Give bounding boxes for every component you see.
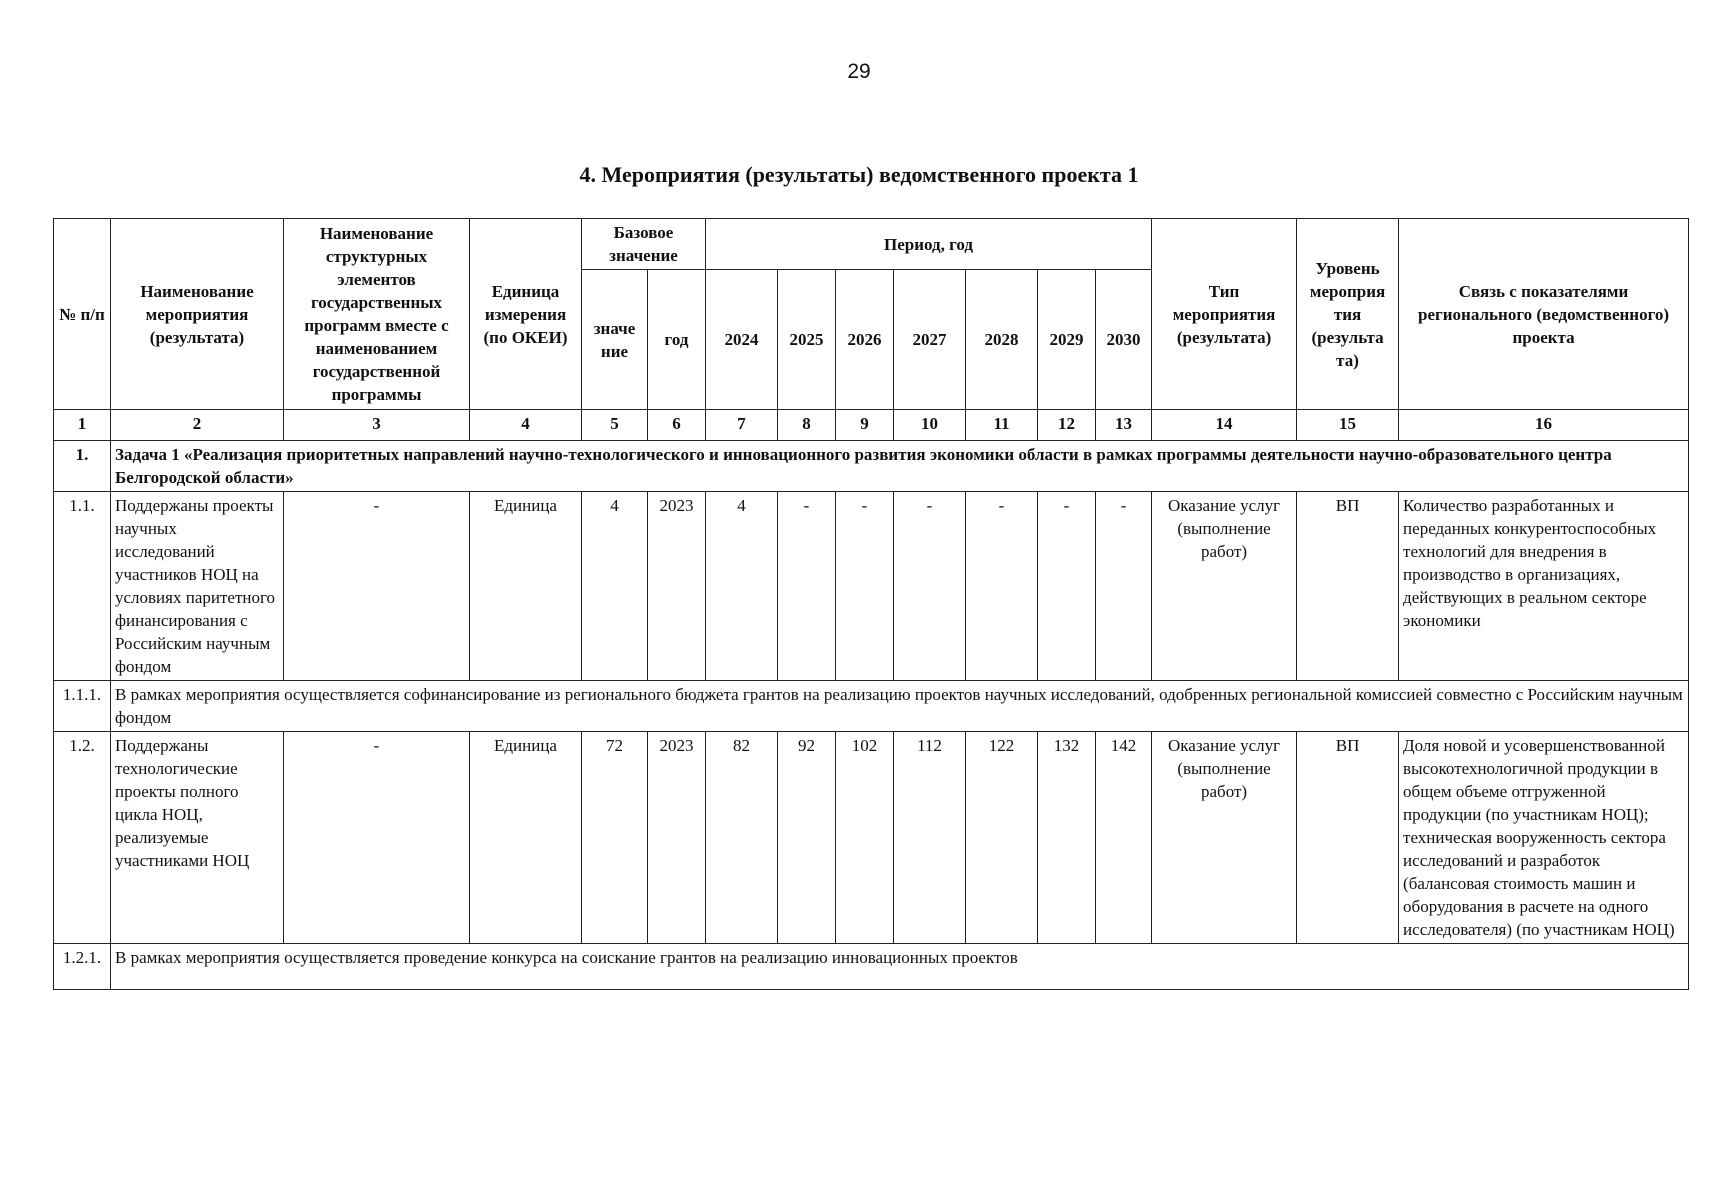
header-year-2028: 2028 bbox=[966, 270, 1038, 410]
column-number: 12 bbox=[1038, 410, 1096, 441]
column-number: 2 bbox=[111, 410, 284, 441]
indicator-link: Количество разработанных и переданных конкурентоспособных технологий для внедрения в производство в организациях, действующих в реальном секторе экономики bbox=[1399, 492, 1689, 681]
header-year-2025: 2025 bbox=[778, 270, 836, 410]
value-2030: 142 bbox=[1096, 732, 1152, 944]
column-number: 13 bbox=[1096, 410, 1152, 441]
header-type: Тип мероприятия (результата) bbox=[1152, 219, 1297, 410]
header-name: Наименование мероприятия (результата) bbox=[111, 219, 284, 410]
column-number: 11 bbox=[966, 410, 1038, 441]
value-2030: - bbox=[1096, 492, 1152, 681]
value-2025: - bbox=[778, 492, 836, 681]
row-number: 1.2. bbox=[54, 732, 111, 944]
column-number: 10 bbox=[894, 410, 966, 441]
table-row bbox=[54, 732, 1689, 944]
value-2027: - bbox=[894, 492, 966, 681]
note-number: 1.2.1. bbox=[54, 944, 111, 990]
header-num: № п/п bbox=[54, 219, 111, 410]
task-title: Задача 1 «Реализация приоритетных направлений научно-технологического и инновационного развития экономики области в рамках программы деятельности научно-образовательного центра Белгородской области» bbox=[111, 441, 1689, 492]
structural-element: - bbox=[284, 492, 470, 681]
header-base: Базовое значение bbox=[582, 219, 706, 270]
header-level: Уровень мероприя тия (результа та) bbox=[1297, 219, 1399, 410]
header-year-2029: 2029 bbox=[1038, 270, 1096, 410]
header-struct: Наименование структурных элементов государственных программ вместе с наименованием государственной программы bbox=[284, 219, 470, 410]
header-base-year: год bbox=[648, 270, 706, 410]
value-2026: 102 bbox=[836, 732, 894, 944]
activity-name: Поддержаны технологические проекты полного цикла НОЦ, реализуемые участниками НОЦ bbox=[111, 732, 284, 944]
header-base-value: значе ние bbox=[582, 270, 648, 410]
header-year-2027: 2027 bbox=[894, 270, 966, 410]
unit: Единица bbox=[470, 492, 582, 681]
activity-type: Оказание услуг (выполнение работ) bbox=[1152, 492, 1297, 681]
value-2029: - bbox=[1038, 492, 1096, 681]
activity-level: ВП bbox=[1297, 732, 1399, 944]
activity-type: Оказание услуг (выполнение работ) bbox=[1152, 732, 1297, 944]
header-row-1 bbox=[54, 219, 1689, 270]
value-2028: 122 bbox=[966, 732, 1038, 944]
column-number: 4 bbox=[470, 410, 582, 441]
unit: Единица bbox=[470, 732, 582, 944]
value-2026: - bbox=[836, 492, 894, 681]
value-2025: 92 bbox=[778, 732, 836, 944]
column-number: 14 bbox=[1152, 410, 1297, 441]
header-year-2030: 2030 bbox=[1096, 270, 1152, 410]
header-period: Период, год bbox=[706, 219, 1152, 270]
table-row bbox=[54, 492, 1689, 681]
value-2028: - bbox=[966, 492, 1038, 681]
header-year-2026: 2026 bbox=[836, 270, 894, 410]
header-link: Связь с показателями регионального (ведомственного) проекта bbox=[1399, 219, 1689, 410]
column-number: 15 bbox=[1297, 410, 1399, 441]
note-text: В рамках мероприятия осуществляется софинансирование из регионального бюджета грантов на реализацию проектов научных исследований, одобренных региональной комиссией совместно с Российским научным фондом bbox=[111, 681, 1689, 732]
activities-table bbox=[53, 218, 1689, 990]
column-number: 3 bbox=[284, 410, 470, 441]
indicator-link: Доля новой и усовершенствованной высокотехнологичной продукции в общем объеме отгруженной продукции (по участникам НОЦ); техническая вооруженность сектора исследований и разработок (балансовая стоимость машин и оборудования в расчете на одного исследователя) (по участникам НОЦ) bbox=[1399, 732, 1689, 944]
column-numbers-row bbox=[54, 410, 1689, 441]
column-number: 6 bbox=[648, 410, 706, 441]
base-year: 2023 bbox=[648, 732, 706, 944]
value-2024: 4 bbox=[706, 492, 778, 681]
column-number: 8 bbox=[778, 410, 836, 441]
header-year-2024: 2024 bbox=[706, 270, 778, 410]
header-unit: Единица измерения (по ОКЕИ) bbox=[470, 219, 582, 410]
value-2027: 112 bbox=[894, 732, 966, 944]
base-year: 2023 bbox=[648, 492, 706, 681]
page-number: 29 bbox=[847, 60, 871, 83]
column-number: 1 bbox=[54, 410, 111, 441]
column-number: 9 bbox=[836, 410, 894, 441]
value-2029: 132 bbox=[1038, 732, 1096, 944]
activity-name: Поддержаны проекты научных исследований участников НОЦ на условиях паритетного финансирования с Российским научным фондом bbox=[111, 492, 284, 681]
column-number: 5 bbox=[582, 410, 648, 441]
note-row bbox=[54, 681, 1689, 732]
note-number: 1.1.1. bbox=[54, 681, 111, 732]
activity-level: ВП bbox=[1297, 492, 1399, 681]
column-number: 7 bbox=[706, 410, 778, 441]
base-value: 4 bbox=[582, 492, 648, 681]
row-number: 1.1. bbox=[54, 492, 111, 681]
base-value: 72 bbox=[582, 732, 648, 944]
page-title: 4. Мероприятия (результаты) ведомственного проекта 1 bbox=[579, 162, 1139, 187]
note-row bbox=[54, 944, 1689, 990]
value-2024: 82 bbox=[706, 732, 778, 944]
task-row bbox=[54, 441, 1689, 492]
note-text: В рамках мероприятия осуществляется проведение конкурса на соискание грантов на реализацию инновационных проектов bbox=[111, 944, 1689, 990]
task-number: 1. bbox=[54, 441, 111, 492]
column-number: 16 bbox=[1399, 410, 1689, 441]
structural-element: - bbox=[284, 732, 470, 944]
